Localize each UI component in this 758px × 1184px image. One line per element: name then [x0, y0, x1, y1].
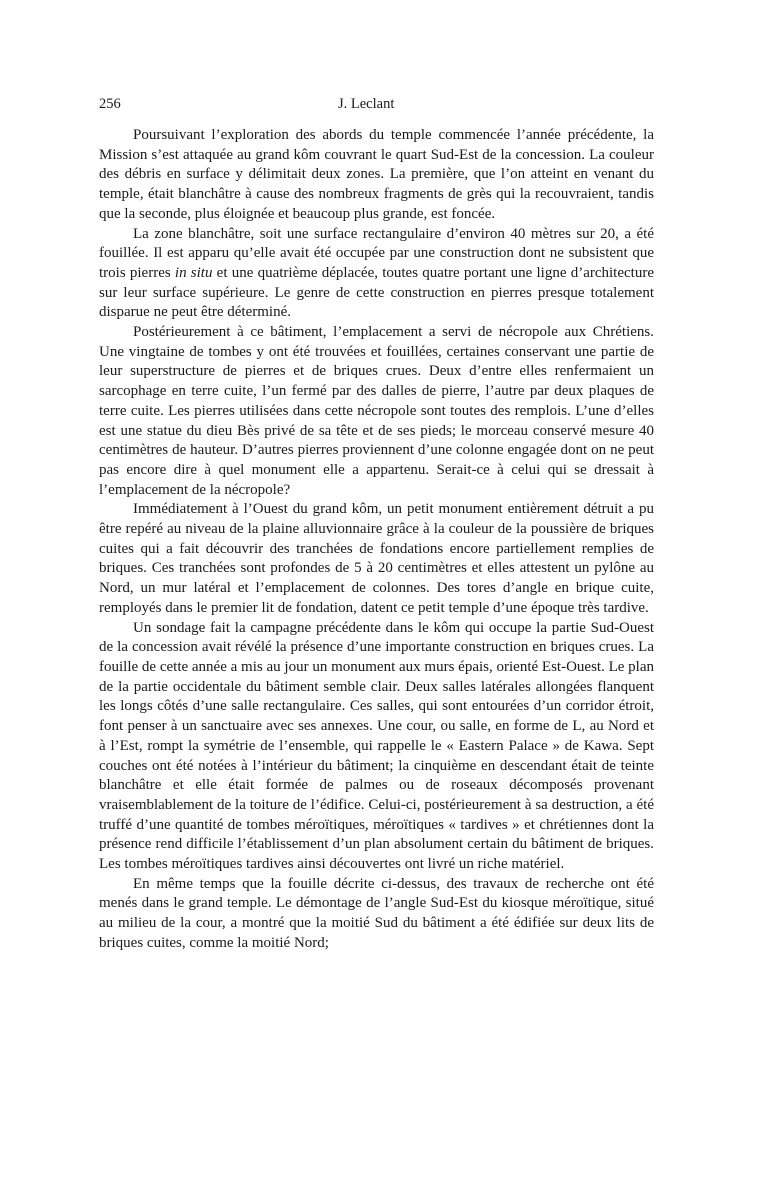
article-body — [99, 126, 654, 954]
paragraph: Immédiatement à l’Ouest du grand kôm, un petit monument entièrement détruit a pu être repéré au niveau de la plaine alluvionnaire grâce à la couleur de la poussière de briques cuites qui a fait découvrir des tranchées de fondations encore partiellement remplies de briques. Ces tranchées sont profondes de 5 à 20 centimètres et elles attestent un pylône au Nord, un mur latéral et l’emplacement de colonnes. Des tores d’angle en brique cuite, remployés dans le premier lit de fondation, datent ce petit temple d’une époque très tardive. — [99, 501, 654, 616]
paragraph: En même temps que la fouille décrite ci-dessus, des travaux de recherche ont été menés dans le grand temple. Le démontage de l’angle Sud-Est du kiosque méroïtique, situé au milieu de la cour, a montré que la moitié Sud du bâtiment a été édifiée sur deux lits de briques cuites, comme la moitié Nord; — [99, 875, 654, 951]
running-header — [0, 96, 758, 116]
paragraph: Un sondage fait la campagne précédente dans le kôm qui occupe la partie Sud-Ouest de la concession avait révélé la présence d’une importante construction en briques crues. La fouille de cette année a mis au jour un monument aux murs épais, orienté Est-Ouest. Le plan de la partie occidentale du bâtiment semble clair. Deux salles latérales allongées flanquent les longs côtés d’une salle rectangulaire. Ces salles, qui sont entourées d’un corridor étroit, font penser à un sanctuaire avec ses annexes. Une cour, ou salle, en forme de L, au Nord et à l’Est, rompt la symétrie de l’ensemble, qui rappelle le « Eastern Palace » de Kawa. Sept couches ont été notées à l’intérieur du bâtiment; la cinquième en descendant était de teinte blanchâtre et elle était formée de palmes ou de roseaux décomposés provenant vraisemblablement de la toiture de l’édifice. Celui-ci, postérieurement à sa destruction, a été truffé d’une quantité de tombes méroïtiques, méroïtiques « tardives » et chrétiennes dont la présence rend difficile l’établissement d’un plan absolument certain du bâtiment de briques. Les tombes méroïtiques tardives ainsi découvertes ont livré un riche matériel. — [99, 619, 654, 873]
paragraph: La zone blanchâtre, soit une surface rectangulaire d’environ 40 mètres sur 20, a été fouillée. Il est apparu qu’elle avait été occupée par une construction dont ne subsistent que trois pierres in situ et une quatrième déplacée, toutes quatre portant une ligne d’architecture sur leur surface supérieure. Le genre de cette construction en pierres presque totalement disparue ne peut être déterminé. — [99, 225, 654, 321]
paragraph: Poursuivant l’exploration des abords du temple commencée l’année précédente, la Mission s’est attaquée au grand kôm couvrant le quart Sud-Est de la concession. La couleur des débris en surface y délimitait deux zones. La première, que l’on atteint en venant du temple, était blanchâtre à cause des nombreux fragments de grès qui la recouvraient, tandis que la seconde, plus éloignée et beaucoup plus grande, est foncée. — [99, 127, 654, 222]
paragraph: Postérieurement à ce bâtiment, l’emplacement a servi de nécropole aux Chrétiens. Une vingtaine de tombes y ont été trouvées et fouillées, certaines conservant une partie de leur superstructure de pierres et de briques crues. Deux d’entre elles renfermaient un sarcophage en terre cuite, l’un fermé par des dalles de pierre, l’autre par deux plaques de terre cuite. Les pierres utilisées dans cette nécropole sont toutes des remplois. L’une d’elles est une statue du dieu Bès privé de sa tête et de ses pieds; le morceau conservé mesure 40 centimètres de hauteur. D’autres pierres proviennent d’une colonne engagée dont on ne peut pas encore dire à quel monument elle a appartenu. Serait-ce à celui qui se dressait à l’emplacement de la nécropole? — [99, 324, 654, 498]
running-author: J. Leclant — [338, 96, 395, 112]
page-number: 256 — [99, 96, 121, 112]
latin-phrase: in situ — [174, 264, 213, 281]
